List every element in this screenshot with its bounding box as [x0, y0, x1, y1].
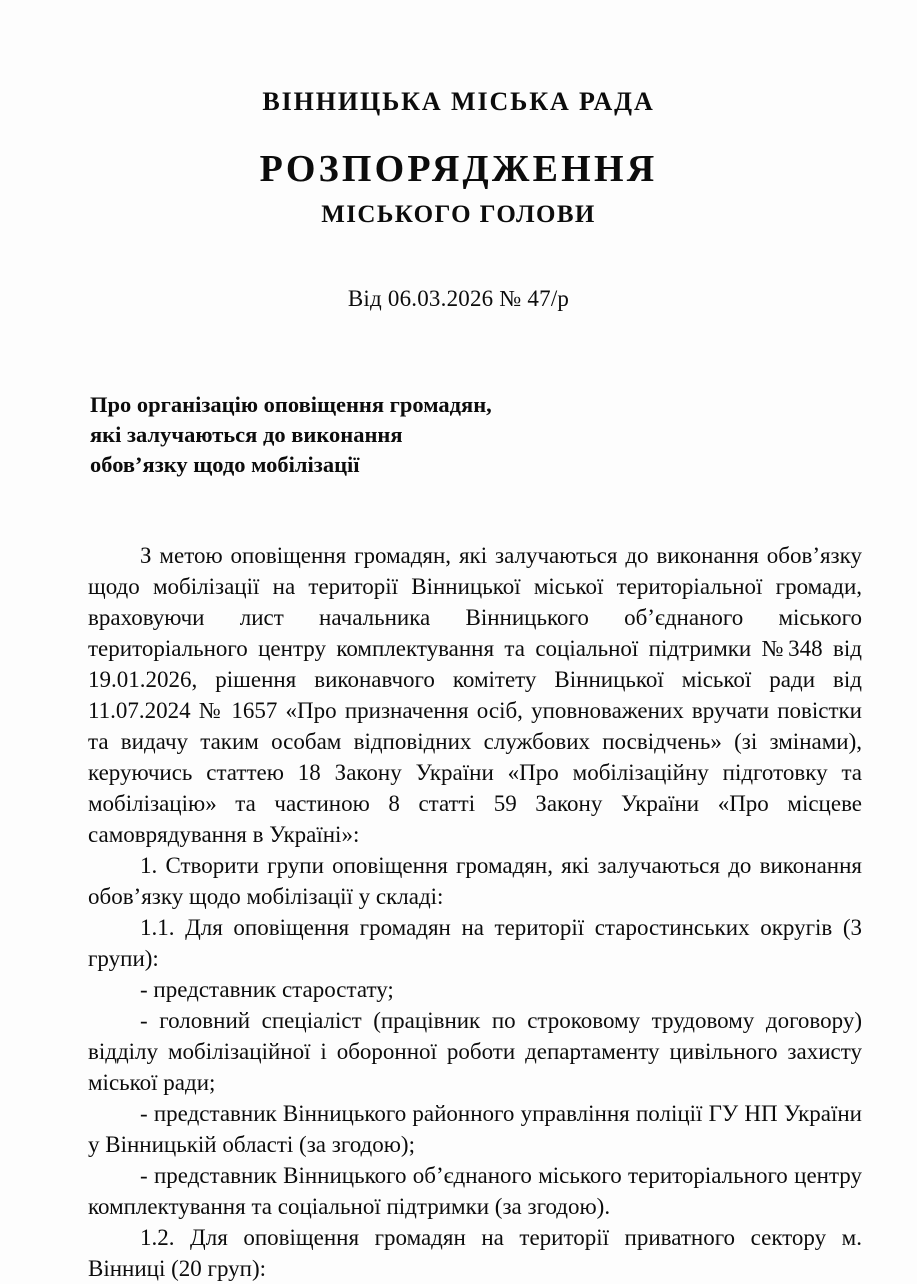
- clause-1: 1. Створити групи оповіщення громадян, які залучаються до виконання обов’язку щодо мобілізації у складі:: [88, 853, 862, 909]
- clause-1-1: 1.1. Для оповіщення громадян на території старостинських округів (3 групи):: [88, 915, 862, 971]
- document-reference-line: Від 06.03.2026 № 47/р: [347, 286, 570, 311]
- clause-1-1-bullet-2: - головний спеціаліст (працівник по строковому трудовому договору) відділу мобілізаційної і оборонної роботи департаменту цивільного захисту міської ради;: [88, 1008, 862, 1095]
- organization-title: ВІННИЦЬКА МІСЬКА РАДА: [262, 87, 655, 116]
- subject-line-2: які залучаються до виконання: [90, 422, 403, 447]
- subject-line-3: обов’язку щодо мобілізації: [90, 452, 360, 477]
- clause-1-1-bullet-4: - представник Вінницького об’єднаного міського територіального центру комплектування та соціальної підтримки (за згодою).: [88, 1163, 862, 1219]
- clause-1-1-bullet-3: - представник Вінницького районного управління поліції ГУ НП України у Вінницькій області (за згодою);: [88, 1101, 862, 1157]
- document-subtype-title: МІСЬКОГО ГОЛОВИ: [321, 201, 596, 228]
- preamble-paragraph: З метою оповіщення громадян, які залучаються до виконання обов’язку щодо мобілізації на території Вінницької міської територіальної громади, враховуючи лист начальника Вінницького об’єднаного міського територіального центру комплектування та соціальної підтримки №348 від 19.01.2026, рішення виконавчого комітету Вінницької міської ради від 11.07.2024 № 1657 «Про призначення осіб, уповноважених вручати повістки та видачу таким особам відповідних службових посвідчень» (зі змінами), керуючись статтею 18 Закону України «Про мобілізаційну підготовку та мобілізацію» та частиною 8 статті 59 Закону України «Про місцеве самоврядування в Україні»:: [88, 543, 862, 847]
- document-type-title: РОЗПОРЯДЖЕННЯ: [259, 148, 658, 190]
- document-body: [0, 480, 917, 1284]
- document-subject-block: [0, 314, 917, 480]
- subject-line-1: Про організацію оповіщення громадян,: [90, 392, 492, 417]
- document-header: [0, 0, 917, 314]
- clause-1-2: 1.2. Для оповіщення громадян на території приватного сектору м. Вінниці (20 груп):: [88, 1225, 862, 1281]
- clause-1-1-bullet-1: - представник старостату;: [140, 977, 394, 1002]
